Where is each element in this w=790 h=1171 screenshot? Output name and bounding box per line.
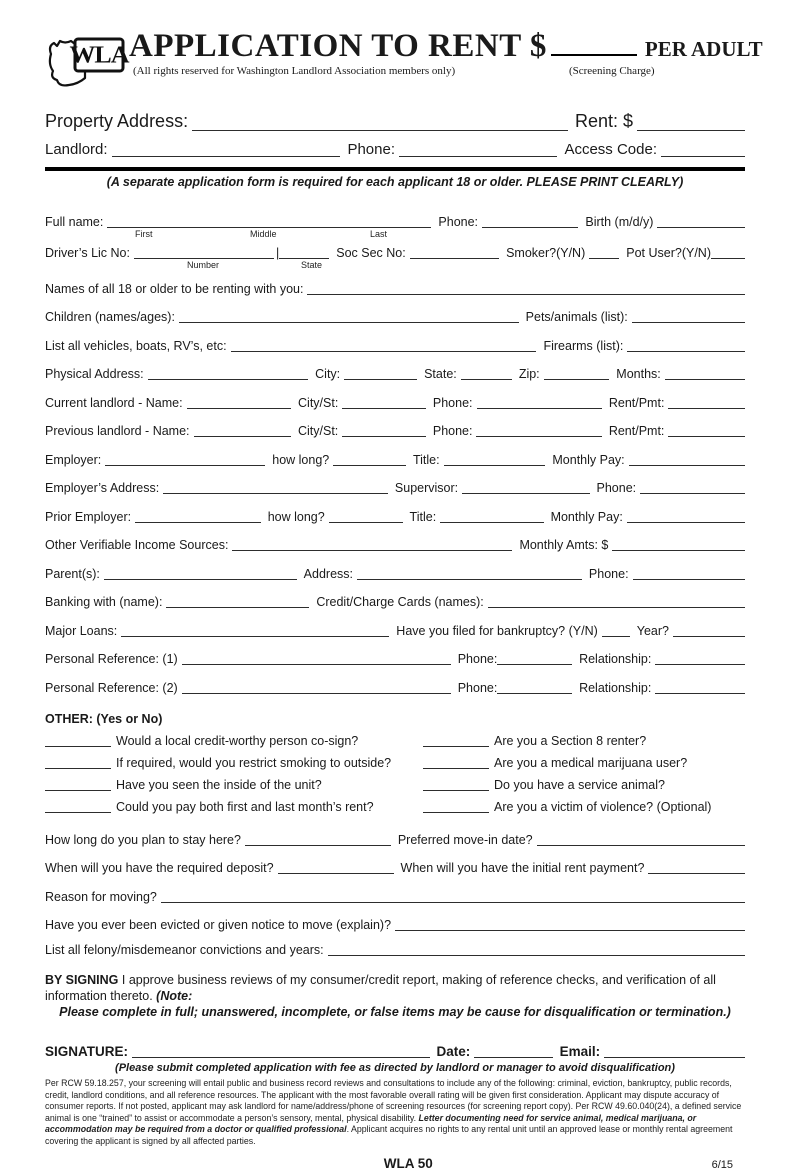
section8-answer-blank[interactable] <box>423 734 489 747</box>
supervisor-label: Supervisor: <box>394 481 459 495</box>
names-18-label: Names of all 18 or older to be renting with you: <box>45 281 304 296</box>
name-sublabels <box>45 229 745 239</box>
signature-row <box>45 1044 745 1059</box>
current-phone-blank[interactable] <box>477 396 602 409</box>
question-row <box>45 756 423 770</box>
license-ssn-row <box>45 246 745 260</box>
current-citystate-blank[interactable] <box>342 396 426 409</box>
parents-blank[interactable] <box>104 567 297 580</box>
zip-blank[interactable] <box>544 367 610 380</box>
current-landlord-row <box>45 396 745 410</box>
instruction-note: (A separate application form is required for each applicant 18 or older. PLEASE PRINT CLEARLY) <box>106 174 684 189</box>
date-blank[interactable] <box>474 1045 552 1058</box>
landlord-row <box>45 141 745 158</box>
previous-citystate-label: City/St: <box>298 424 339 438</box>
signature-label: SIGNATURE: <box>45 1044 128 1059</box>
credit-cards-label: Credit/Charge Cards (names): <box>316 595 484 609</box>
landlord-label: Landlord: <box>45 141 108 158</box>
property-address-blank[interactable] <box>192 114 568 131</box>
violence-victim-question: Are you a victim of violence? (Optional) <box>494 799 712 814</box>
reference1-label: Personal Reference: (1) <box>45 652 178 666</box>
smoker-blank[interactable] <box>589 246 619 259</box>
felony-row <box>45 943 745 957</box>
smoker-label: Smoker?(Y/N) <box>506 245 586 260</box>
first-last-rent-answer-blank[interactable] <box>45 800 111 813</box>
cosign-answer-blank[interactable] <box>45 734 111 747</box>
employer-label: Employer: <box>45 452 102 467</box>
soc-sec-label: Soc Sec No: <box>336 245 406 260</box>
state-label: State: <box>424 367 457 381</box>
landlord-blank[interactable] <box>112 142 341 157</box>
reference1-relationship-blank[interactable] <box>655 652 745 665</box>
monthly-amts-label: Monthly Amts: $ <box>519 538 609 552</box>
fine-print-bold: Letter documenting need for service animal, medical marijuana, or accommodation may be required from a doctor or qualified professional <box>45 1112 697 1135</box>
parents-phone-blank[interactable] <box>633 567 745 580</box>
parents-address-label: Address: <box>303 566 354 581</box>
major-loans-label: Major Loans: <box>45 623 118 638</box>
question-row <box>45 778 423 792</box>
banking-label: Banking with (name): <box>45 595 163 609</box>
firearms-blank[interactable] <box>627 339 745 352</box>
lic-separator: | <box>275 245 280 260</box>
banking-row <box>45 595 745 609</box>
full-name-row <box>45 215 745 229</box>
question-row <box>45 734 423 748</box>
section8-question: Are you a Section 8 renter? <box>494 733 647 748</box>
current-rentpmt-blank[interactable] <box>668 396 745 409</box>
by-signing-paragraph <box>45 972 745 1020</box>
middle-sublabel: Middle <box>250 228 277 239</box>
prior-pay-blank[interactable] <box>627 510 745 523</box>
prior-title-label: Title: <box>409 509 437 524</box>
divider <box>45 167 745 171</box>
state-sublabel: State <box>301 259 323 270</box>
employer-blank[interactable] <box>105 453 265 466</box>
screening-charge-caption: (Screening Charge) <box>568 65 655 77</box>
rent-label: Rent: $ <box>574 111 633 131</box>
prior-employer-blank[interactable] <box>135 510 261 523</box>
rent-blank[interactable] <box>637 114 745 131</box>
firearms-label: Firearms (list): <box>543 338 624 353</box>
employer-phone-label: Phone: <box>596 481 637 495</box>
previous-landlord-name-blank[interactable] <box>194 424 291 437</box>
soc-sec-blank[interactable] <box>410 246 499 259</box>
parents-row <box>45 567 745 581</box>
other-section-heading: OTHER: (Yes or No) <box>45 711 163 726</box>
other-income-label: Other Verifiable Income Sources: <box>45 538 229 552</box>
reference1-row <box>45 652 745 666</box>
fine-print-part1: Per RCW 59.18.257, your screening will entail public and business record reviews and consultations to include any of the following: criminal, eviction, bankruptcy, public records, credit, landlord conditions, and all reference resources. The applicant with the most favorable overall rating will be given first consideration. Applicant may dispute accuracy of consumer reports. If not posted, applicant may ask landlord for name/address/phone of screening resources (for screening report copy). Per RCW 49.60.040(24), a defined service animal is one “trained” to assist or accommodate a person’s sensory, mental, physical disability. <box>45 1078 742 1123</box>
physical-address-row <box>45 367 745 381</box>
signature-blank[interactable] <box>132 1045 430 1058</box>
property-address-row <box>45 111 745 132</box>
service-animal-answer-blank[interactable] <box>423 778 489 791</box>
date-label: Date: <box>436 1044 471 1059</box>
bankruptcy-year-blank[interactable] <box>673 624 745 637</box>
bankruptcy-year-label: Year? <box>636 623 669 638</box>
supervisor-blank[interactable] <box>462 481 589 494</box>
first-last-rent-question: Could you pay both first and last month’s rent? <box>116 799 374 814</box>
employer-address-row <box>45 481 745 495</box>
employer-title-label: Title: <box>412 452 440 467</box>
revision-date: 6/15 <box>711 1158 733 1171</box>
seen-unit-answer-blank[interactable] <box>45 778 111 791</box>
lic-state-blank[interactable] <box>279 246 329 259</box>
birth-label: Birth (m/d/y) <box>585 214 654 229</box>
previous-phone-blank[interactable] <box>476 424 601 437</box>
vehicles-row <box>45 339 745 353</box>
screening-charge-blank[interactable] <box>551 30 637 56</box>
city-label: City: <box>315 367 341 381</box>
previous-phone-label: Phone: <box>432 424 473 438</box>
previous-landlord-label: Previous landlord - Name: <box>45 424 190 438</box>
reference1-phone-blank[interactable] <box>497 652 572 665</box>
landlord-phone-label: Phone: <box>347 141 395 158</box>
initial-rent-blank[interactable] <box>648 861 745 874</box>
reference2-phone-label: Phone: <box>457 680 498 695</box>
previous-rentpmt-blank[interactable] <box>668 424 745 437</box>
reference1-phone-label: Phone: <box>457 652 498 666</box>
footer <box>45 1156 745 1171</box>
rights-reserved-text: (All rights reserved for Washington Landlord Association members only) <box>133 65 456 77</box>
smoking-question: If required, would you restrict smoking to outside? <box>116 755 392 770</box>
by-signing-note-rest: Please complete in full; unanswered, incomplete, or false items may be cause for disqualification or termination.) <box>59 1005 731 1019</box>
first-sublabel: First <box>135 228 153 239</box>
reference2-relationship-blank[interactable] <box>655 681 745 694</box>
cotenants-row <box>45 282 745 296</box>
bankruptcy-label: Have you filed for bankruptcy? (Y/N) <box>396 623 598 638</box>
current-phone-label: Phone: <box>432 395 473 410</box>
reference2-phone-blank[interactable] <box>497 681 572 694</box>
names-18-blank[interactable] <box>307 282 745 295</box>
movein-label: Preferred move-in date? <box>397 832 533 847</box>
prior-howlong-blank[interactable] <box>329 510 403 523</box>
by-signing-note-open: (Note: <box>156 989 193 1003</box>
monthly-amts-blank[interactable] <box>612 538 745 551</box>
prior-howlong-label: how long? <box>267 509 325 524</box>
employer-row <box>45 453 745 467</box>
state-blank[interactable] <box>461 367 512 380</box>
property-address-label: Property Address: <box>45 111 189 131</box>
evicted-label: Have you ever been evicted or given notice to move (explain)? <box>45 918 392 932</box>
prior-employer-row <box>45 510 745 524</box>
banking-blank[interactable] <box>166 595 309 608</box>
employer-pay-label: Monthly Pay: <box>552 452 625 467</box>
fine-print-part2: . Applicant acquires no rights to any rental unit until an approved lease or monthly rental agreement covering the applicant is signed by all affected parties. <box>45 1124 733 1146</box>
stay-label: How long do you plan to stay here? <box>45 832 241 847</box>
phone-blank[interactable] <box>482 215 578 228</box>
reason-row <box>45 890 745 904</box>
access-code-label: Access Code: <box>564 141 657 158</box>
header <box>45 28 763 99</box>
pets-label: Pets/animals (list): <box>525 310 628 324</box>
current-rentpmt-label: Rent/Pmt: <box>608 395 665 410</box>
reference1-blank[interactable] <box>182 652 451 665</box>
other-income-row <box>45 538 745 552</box>
employer-address-label: Employer’s Address: <box>45 481 160 495</box>
cosign-question: Would a local credit-worthy person co-sign? <box>116 733 359 748</box>
reason-blank[interactable] <box>161 890 745 903</box>
parents-label: Parent(s): <box>45 566 100 581</box>
violence-victim-answer-blank[interactable] <box>423 800 489 813</box>
number-sublabel: Number <box>187 259 220 270</box>
children-label: Children (names/ages): <box>45 310 175 324</box>
major-loans-blank[interactable] <box>121 624 389 637</box>
vehicles-label: List all vehicles, boats, RV’s, etc: <box>45 338 227 353</box>
by-signing-body: I approve business reviews of my consumer/credit report, making of reference checks, and verification of all information thereto. <box>45 973 716 1003</box>
page-title: APPLICATION TO RENT $ <box>129 28 547 64</box>
reference2-row <box>45 681 745 695</box>
email-label: Email: <box>559 1044 601 1059</box>
parents-address-blank[interactable] <box>357 567 582 580</box>
employer-howlong-blank[interactable] <box>333 453 406 466</box>
children-blank[interactable] <box>179 310 519 323</box>
deposit-blank[interactable] <box>278 861 394 874</box>
stay-movein-row <box>45 833 745 847</box>
reference2-blank[interactable] <box>182 681 451 694</box>
pets-blank[interactable] <box>632 310 745 323</box>
smoking-answer-blank[interactable] <box>45 756 111 769</box>
children-row <box>45 310 745 324</box>
evicted-blank[interactable] <box>395 918 745 931</box>
per-adult-label: PER ADULT <box>644 37 763 61</box>
email-blank[interactable] <box>604 1045 745 1058</box>
service-animal-question: Do you have a service animal? <box>494 777 665 792</box>
employer-title-blank[interactable] <box>444 453 546 466</box>
parents-phone-label: Phone: <box>588 566 629 581</box>
employer-howlong-label: how long? <box>272 452 330 467</box>
reference1-relationship-label: Relationship: <box>579 652 652 666</box>
evicted-row <box>45 918 745 932</box>
physical-address-label: Physical Address: <box>45 367 144 381</box>
initial-rent-label: When will you have the initial rent payment? <box>400 861 645 875</box>
previous-rentpmt-label: Rent/Pmt: <box>608 424 665 438</box>
current-citystate-label: City/St: <box>298 395 339 410</box>
full-name-label: Full name: <box>45 214 104 229</box>
question-row <box>423 778 745 792</box>
question-row <box>423 800 745 814</box>
felony-label: List all felony/misdemeanor convictions and years: <box>45 943 324 957</box>
months-label: Months: <box>616 367 661 381</box>
last-sublabel: Last <box>370 228 388 239</box>
reason-label: Reason for moving? <box>45 889 157 904</box>
license-sublabels <box>45 260 745 270</box>
stay-blank[interactable] <box>245 833 391 846</box>
wla-logo <box>45 32 129 99</box>
access-code-blank[interactable] <box>661 142 745 157</box>
medical-marijuana-question: Are you a medical marijuana user? <box>494 755 688 770</box>
pot-user-blank[interactable] <box>711 246 745 259</box>
zip-label: Zip: <box>518 367 540 381</box>
submit-note: (Please submit completed application with fee as directed by landlord or manager to avoid disqualification) <box>115 1062 675 1074</box>
physical-address-blank[interactable] <box>148 367 308 380</box>
birth-blank[interactable] <box>657 215 745 228</box>
prior-employer-label: Prior Employer: <box>45 509 132 524</box>
legal-fine-print <box>45 1078 745 1148</box>
employer-phone-blank[interactable] <box>640 481 745 494</box>
movein-blank[interactable] <box>537 833 745 846</box>
svg-text:WLA: WLA <box>69 40 129 69</box>
drivers-lic-label: Driver’s Lic No: <box>45 245 130 260</box>
pot-user-label: Pot User?(Y/N) <box>626 245 711 260</box>
full-name-blank[interactable] <box>107 215 431 228</box>
prior-title-blank[interactable] <box>440 510 543 523</box>
current-landlord-name-blank[interactable] <box>187 396 291 409</box>
months-blank[interactable] <box>665 367 745 380</box>
prior-pay-label: Monthly Pay: <box>550 509 623 524</box>
reference2-label: Personal Reference: (2) <box>45 680 178 695</box>
bankruptcy-blank[interactable] <box>602 624 630 637</box>
medical-marijuana-answer-blank[interactable] <box>423 756 489 769</box>
landlord-phone-blank[interactable] <box>399 142 557 157</box>
by-signing-lead: BY SIGNING <box>45 973 119 987</box>
lic-number-blank[interactable] <box>134 246 274 259</box>
employer-pay-blank[interactable] <box>629 453 745 466</box>
form-number: WLA 50 <box>383 1155 433 1171</box>
deposit-label: When will you have the required deposit? <box>45 861 274 875</box>
other-income-blank[interactable] <box>232 538 512 551</box>
previous-citystate-blank[interactable] <box>342 424 426 437</box>
major-loans-row <box>45 624 745 638</box>
previous-landlord-row <box>45 424 745 438</box>
deposit-row <box>45 861 745 875</box>
yes-no-questions <box>45 726 745 814</box>
city-blank[interactable] <box>344 367 417 380</box>
phone-label: Phone: <box>438 214 479 229</box>
employer-address-blank[interactable] <box>163 481 388 494</box>
seen-unit-question: Have you seen the inside of the unit? <box>116 777 322 792</box>
question-row <box>45 800 423 814</box>
reference2-relationship-label: Relationship: <box>579 680 652 695</box>
washington-state-icon <box>45 32 129 94</box>
felony-blank[interactable] <box>328 943 745 956</box>
question-row <box>423 756 745 770</box>
current-landlord-label: Current landlord - Name: <box>45 395 183 410</box>
question-row <box>423 734 745 748</box>
credit-cards-blank[interactable] <box>488 595 745 608</box>
vehicles-blank[interactable] <box>231 339 537 352</box>
